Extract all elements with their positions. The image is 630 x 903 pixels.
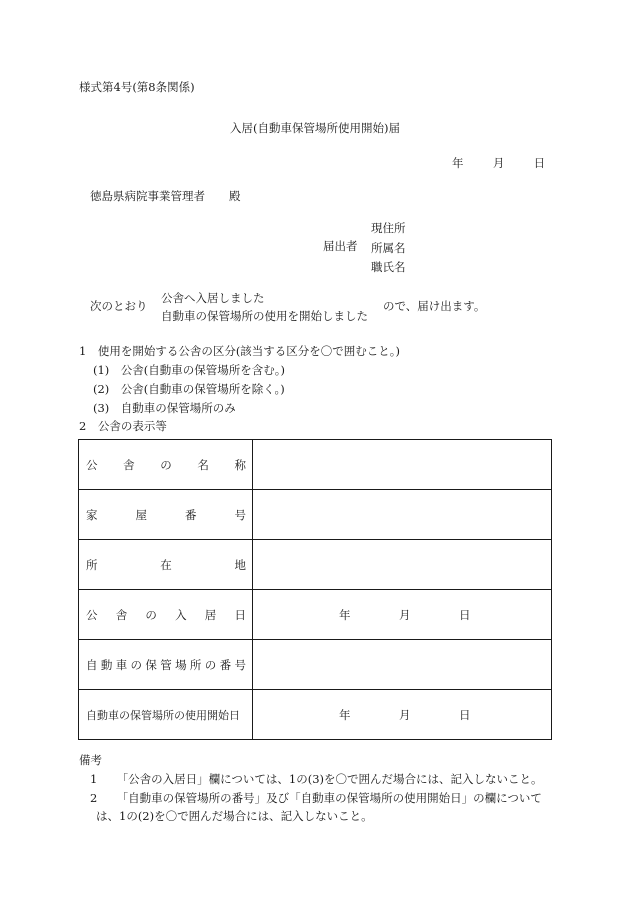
date-year: 年: [452, 156, 464, 170]
addressee: [90, 188, 241, 204]
section1-item: (2) 公舎(自動車の保管場所を除く。): [93, 382, 285, 396]
date-day: 日: [459, 707, 471, 722]
remark-text: 「公舎の入居日」欄については、1の(3)を〇で囲んだ場合には、記入しないこと。: [116, 772, 543, 786]
remarks-title: 備考: [79, 753, 102, 767]
remark-continuation: は、1の(2)を〇で囲んだ場合には、記入しないこと。: [96, 809, 373, 823]
date-year: 年: [339, 707, 351, 722]
remark-number: 1: [90, 772, 98, 786]
row-label-house-number: 家 屋 番 号: [79, 490, 253, 540]
addressee-honorific: 殿: [229, 189, 241, 203]
notice-options: [161, 289, 368, 325]
remark-item: [90, 771, 543, 787]
remark-number: 2: [90, 791, 98, 805]
notice-prefix: 次のとおり: [90, 299, 148, 313]
row-label-parking-start-date: 自動車の保管場所の使用開始日: [79, 690, 253, 740]
section1-item: (3) 自動車の保管場所のみ: [93, 401, 236, 415]
table-row: [79, 690, 552, 740]
applicant-field-title-name: 職氏名: [371, 260, 406, 274]
parking-number-field[interactable]: [253, 640, 552, 690]
form-number: 様式第4号(第8条関係): [79, 80, 195, 94]
notice-option-move-in: 公舎へ入居しました: [161, 291, 265, 305]
date-month: 月: [399, 607, 411, 622]
notice-option-parking-start: 自動車の保管場所の使用を開始しました: [161, 309, 368, 323]
date-day: 日: [533, 156, 546, 170]
date-day: 日: [459, 607, 471, 622]
section1-item: (1) 公舎(自動車の保管場所を含む。): [93, 363, 286, 377]
notice-suffix: ので、届け出ます。: [383, 299, 486, 313]
applicant-label: 届出者: [323, 239, 358, 253]
remark-item: [90, 790, 542, 806]
house-number-field[interactable]: [253, 490, 552, 540]
table-row: [79, 440, 552, 490]
section2-heading: 2 公舎の表示等: [79, 419, 167, 433]
date-month: 月: [492, 156, 505, 170]
remark-text: 「自動車の保管場所の番号」及び「自動車の保管場所の使用開始日」の欄について: [116, 791, 542, 805]
row-label-parking-number: 自 動 車 の 保 管 場 所 の 番 号: [79, 640, 253, 690]
date-year: 年: [339, 607, 351, 622]
table-row: [79, 590, 552, 640]
parking-start-date-field[interactable]: [253, 690, 552, 740]
dormitory-info-table: [78, 439, 552, 740]
addressee-name: 徳島県病院事業管理者: [90, 189, 205, 203]
move-in-date-field[interactable]: [253, 590, 552, 640]
document-title: 入居(自動車保管場所使用開始)届: [230, 121, 400, 135]
date-month: 月: [399, 707, 411, 722]
table-row: [79, 490, 552, 540]
table-row: [79, 640, 552, 690]
table-row: [79, 540, 552, 590]
applicant-field-address: 現住所: [371, 221, 406, 235]
row-label-location: 所 在 地: [79, 540, 253, 590]
dorm-name-field[interactable]: [253, 440, 552, 490]
applicant-field-department: 所属名: [371, 240, 406, 255]
location-field[interactable]: [253, 540, 552, 590]
applicant-fields: [371, 219, 406, 278]
submission-date: [452, 155, 545, 171]
row-label-dorm-name: 公 舎 の 名 称: [79, 440, 253, 490]
section1-heading: 1 使用を開始する公舎の区分(該当する区分を〇で囲むこと。): [79, 344, 401, 358]
row-label-move-in-date: 公 舎 の 入 居 日: [79, 590, 253, 640]
